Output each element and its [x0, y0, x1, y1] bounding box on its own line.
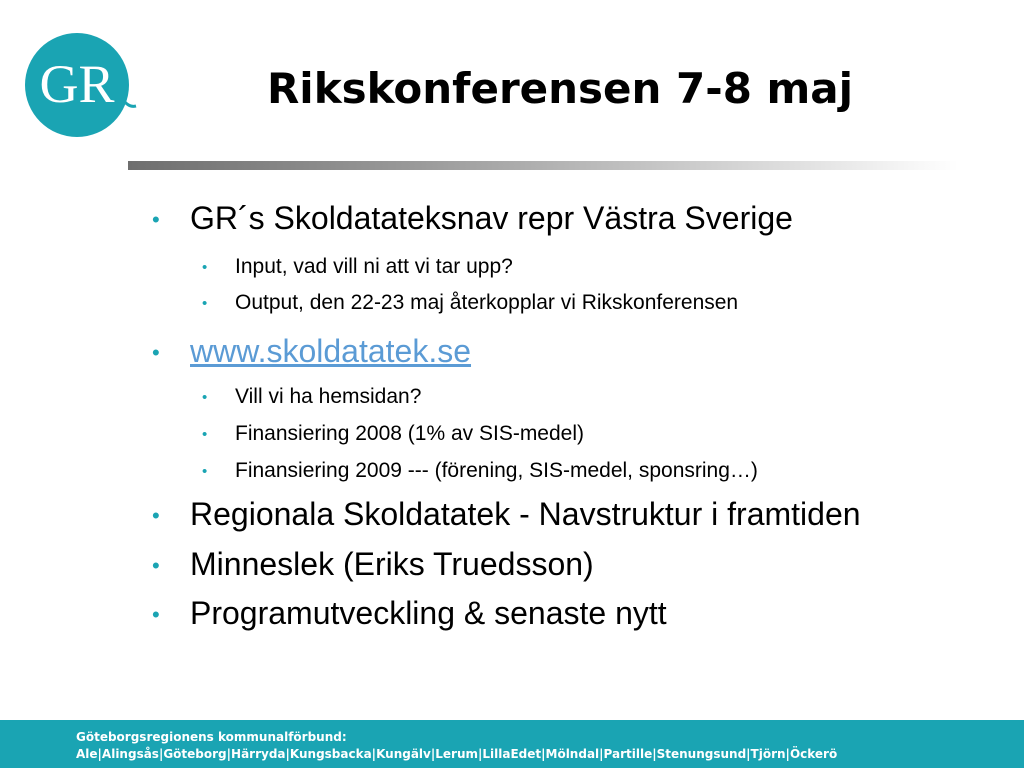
bullet-item: [150, 546, 594, 583]
bullet-dot: •: [152, 207, 160, 232]
bullet-dot: •: [202, 259, 208, 276]
bullet-text: Regionala Skoldatatek - Navstruktur i framtiden: [190, 496, 861, 532]
bullet-dot: •: [152, 553, 160, 578]
sub-bullet-item: [150, 291, 738, 315]
bullet-item: [150, 200, 793, 237]
bullet-text: Finansiering 2008 (1% av SIS-medel): [235, 422, 585, 445]
sub-bullet-item: [150, 422, 584, 446]
sub-bullet-item: [150, 385, 421, 409]
bullet-item: [150, 333, 471, 370]
bullet-dot: •: [202, 426, 208, 443]
bullet-dot: •: [152, 340, 160, 365]
sub-bullet-item: [150, 255, 513, 279]
sub-bullet-item: [150, 459, 758, 483]
bullet-text: Programutveckling & senaste nytt: [190, 595, 667, 631]
bullet-text: Vill vi ha hemsidan?: [235, 385, 422, 408]
footer-line-1: Göteborgsregionens kommunalförbund:: [76, 730, 347, 744]
gr-logo: [24, 30, 144, 140]
bullet-dot: •: [202, 295, 208, 312]
bullet-text: Input, vad vill ni att vi tar upp?: [235, 255, 513, 278]
bullet-text: Minneslek (Eriks Truedsson): [190, 546, 594, 582]
logo-text: GR: [39, 54, 115, 114]
bullet-text: Finansiering 2009 --- (förening, SIS-medel, sponsring…): [235, 459, 758, 482]
footer-line-2: Ale|Alingsås|Göteborg|Härryda|Kungsbacka|Kungälv|Lerum|LillaEdet|Mölndal|Partille|Stenungsund|Tjörn|Öckerö: [76, 747, 838, 761]
footer-bar: [0, 720, 1024, 768]
bullet-item: [150, 496, 861, 533]
bullet-dot: •: [202, 463, 208, 480]
bullet-text: Output, den 22-23 maj återkopplar vi Rikskonferensen: [235, 291, 739, 314]
bullet-item: [150, 595, 667, 632]
bullet-text: GR´s Skoldatateksnav repr Västra Sverige: [190, 200, 793, 236]
title-divider: [128, 161, 958, 170]
bullet-dot: •: [152, 503, 160, 528]
bullet-dot: •: [152, 602, 160, 627]
bullet-dot: •: [202, 389, 208, 406]
slide-title: Rikskonferensen 7-8 maj: [266, 64, 854, 113]
website-link[interactable]: www.skoldatatek.se: [190, 333, 472, 369]
